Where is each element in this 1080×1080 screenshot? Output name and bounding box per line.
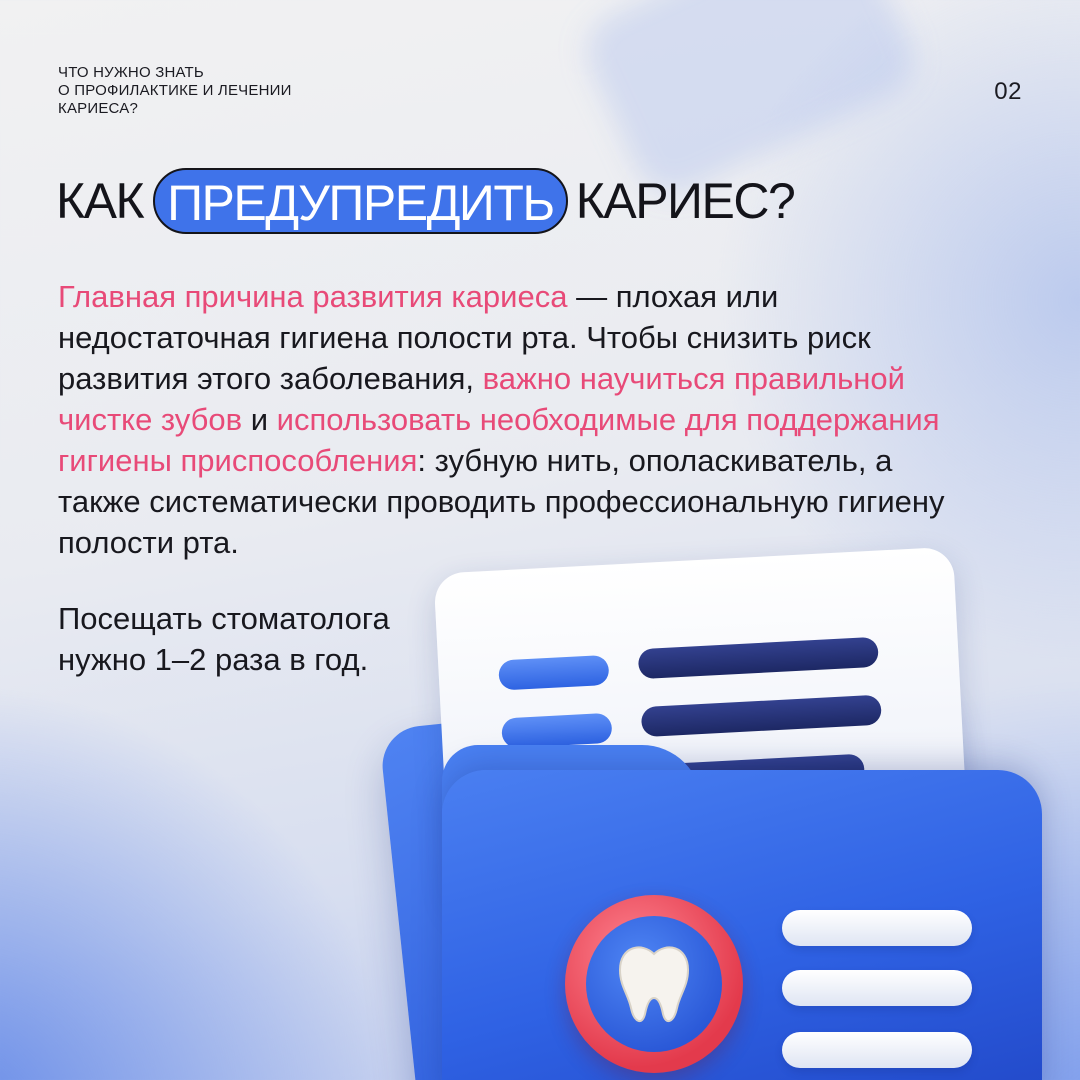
dental-folder-illustration: [380, 540, 1080, 1080]
visit-text-line: Посещать стоматолога: [58, 601, 390, 636]
body-text-segment: : зубную нить, ополаскиватель, а также систематически проводить профессиональную гигиену полости рта.: [58, 443, 945, 560]
highlight-text: важно научиться правильной чистке зубов: [58, 361, 905, 437]
document-line: [638, 637, 879, 680]
headline-after: КАРИЕС?: [575, 173, 795, 229]
document-line: [641, 695, 882, 738]
folder-line: [782, 1032, 972, 1068]
body-text: [58, 276, 958, 563]
highlight-text: использовать необходимые для поддержания гигиены приспособления: [58, 402, 940, 478]
body-text-segment: и: [242, 402, 277, 437]
series-title-line: О ПРОФИЛАКТИКЕ И ЛЕЧЕНИИ: [58, 82, 292, 99]
series-title-line: КАРИЕСА?: [58, 100, 138, 117]
body-text-segment: — плохая или недостаточная гигиена полости рта. Чтобы снизить риск развития этого заболевания,: [58, 279, 871, 396]
headline: [56, 168, 794, 234]
highlight-text: Главная причина развития кариеса: [58, 279, 568, 314]
body-paragraph: [58, 276, 958, 563]
tooth-badge: [565, 895, 743, 1073]
document-line: [501, 713, 612, 749]
page-number: 02: [994, 78, 1022, 105]
headline-before: КАК: [56, 173, 144, 229]
headline-highlight-pill: ПРЕДУПРЕДИТЬ: [153, 168, 568, 234]
folder-line: [782, 910, 972, 946]
visit-text-line: нужно 1–2 раза в год.: [58, 642, 369, 677]
document-line: [498, 655, 609, 691]
series-title-line: ЧТО НУЖНО ЗНАТЬ: [58, 64, 204, 81]
folder-front: [442, 770, 1042, 1080]
tooth-icon: [614, 940, 694, 1030]
folder-line: [782, 970, 972, 1006]
series-title: [58, 64, 292, 118]
tooth-badge-inner: [586, 916, 722, 1052]
